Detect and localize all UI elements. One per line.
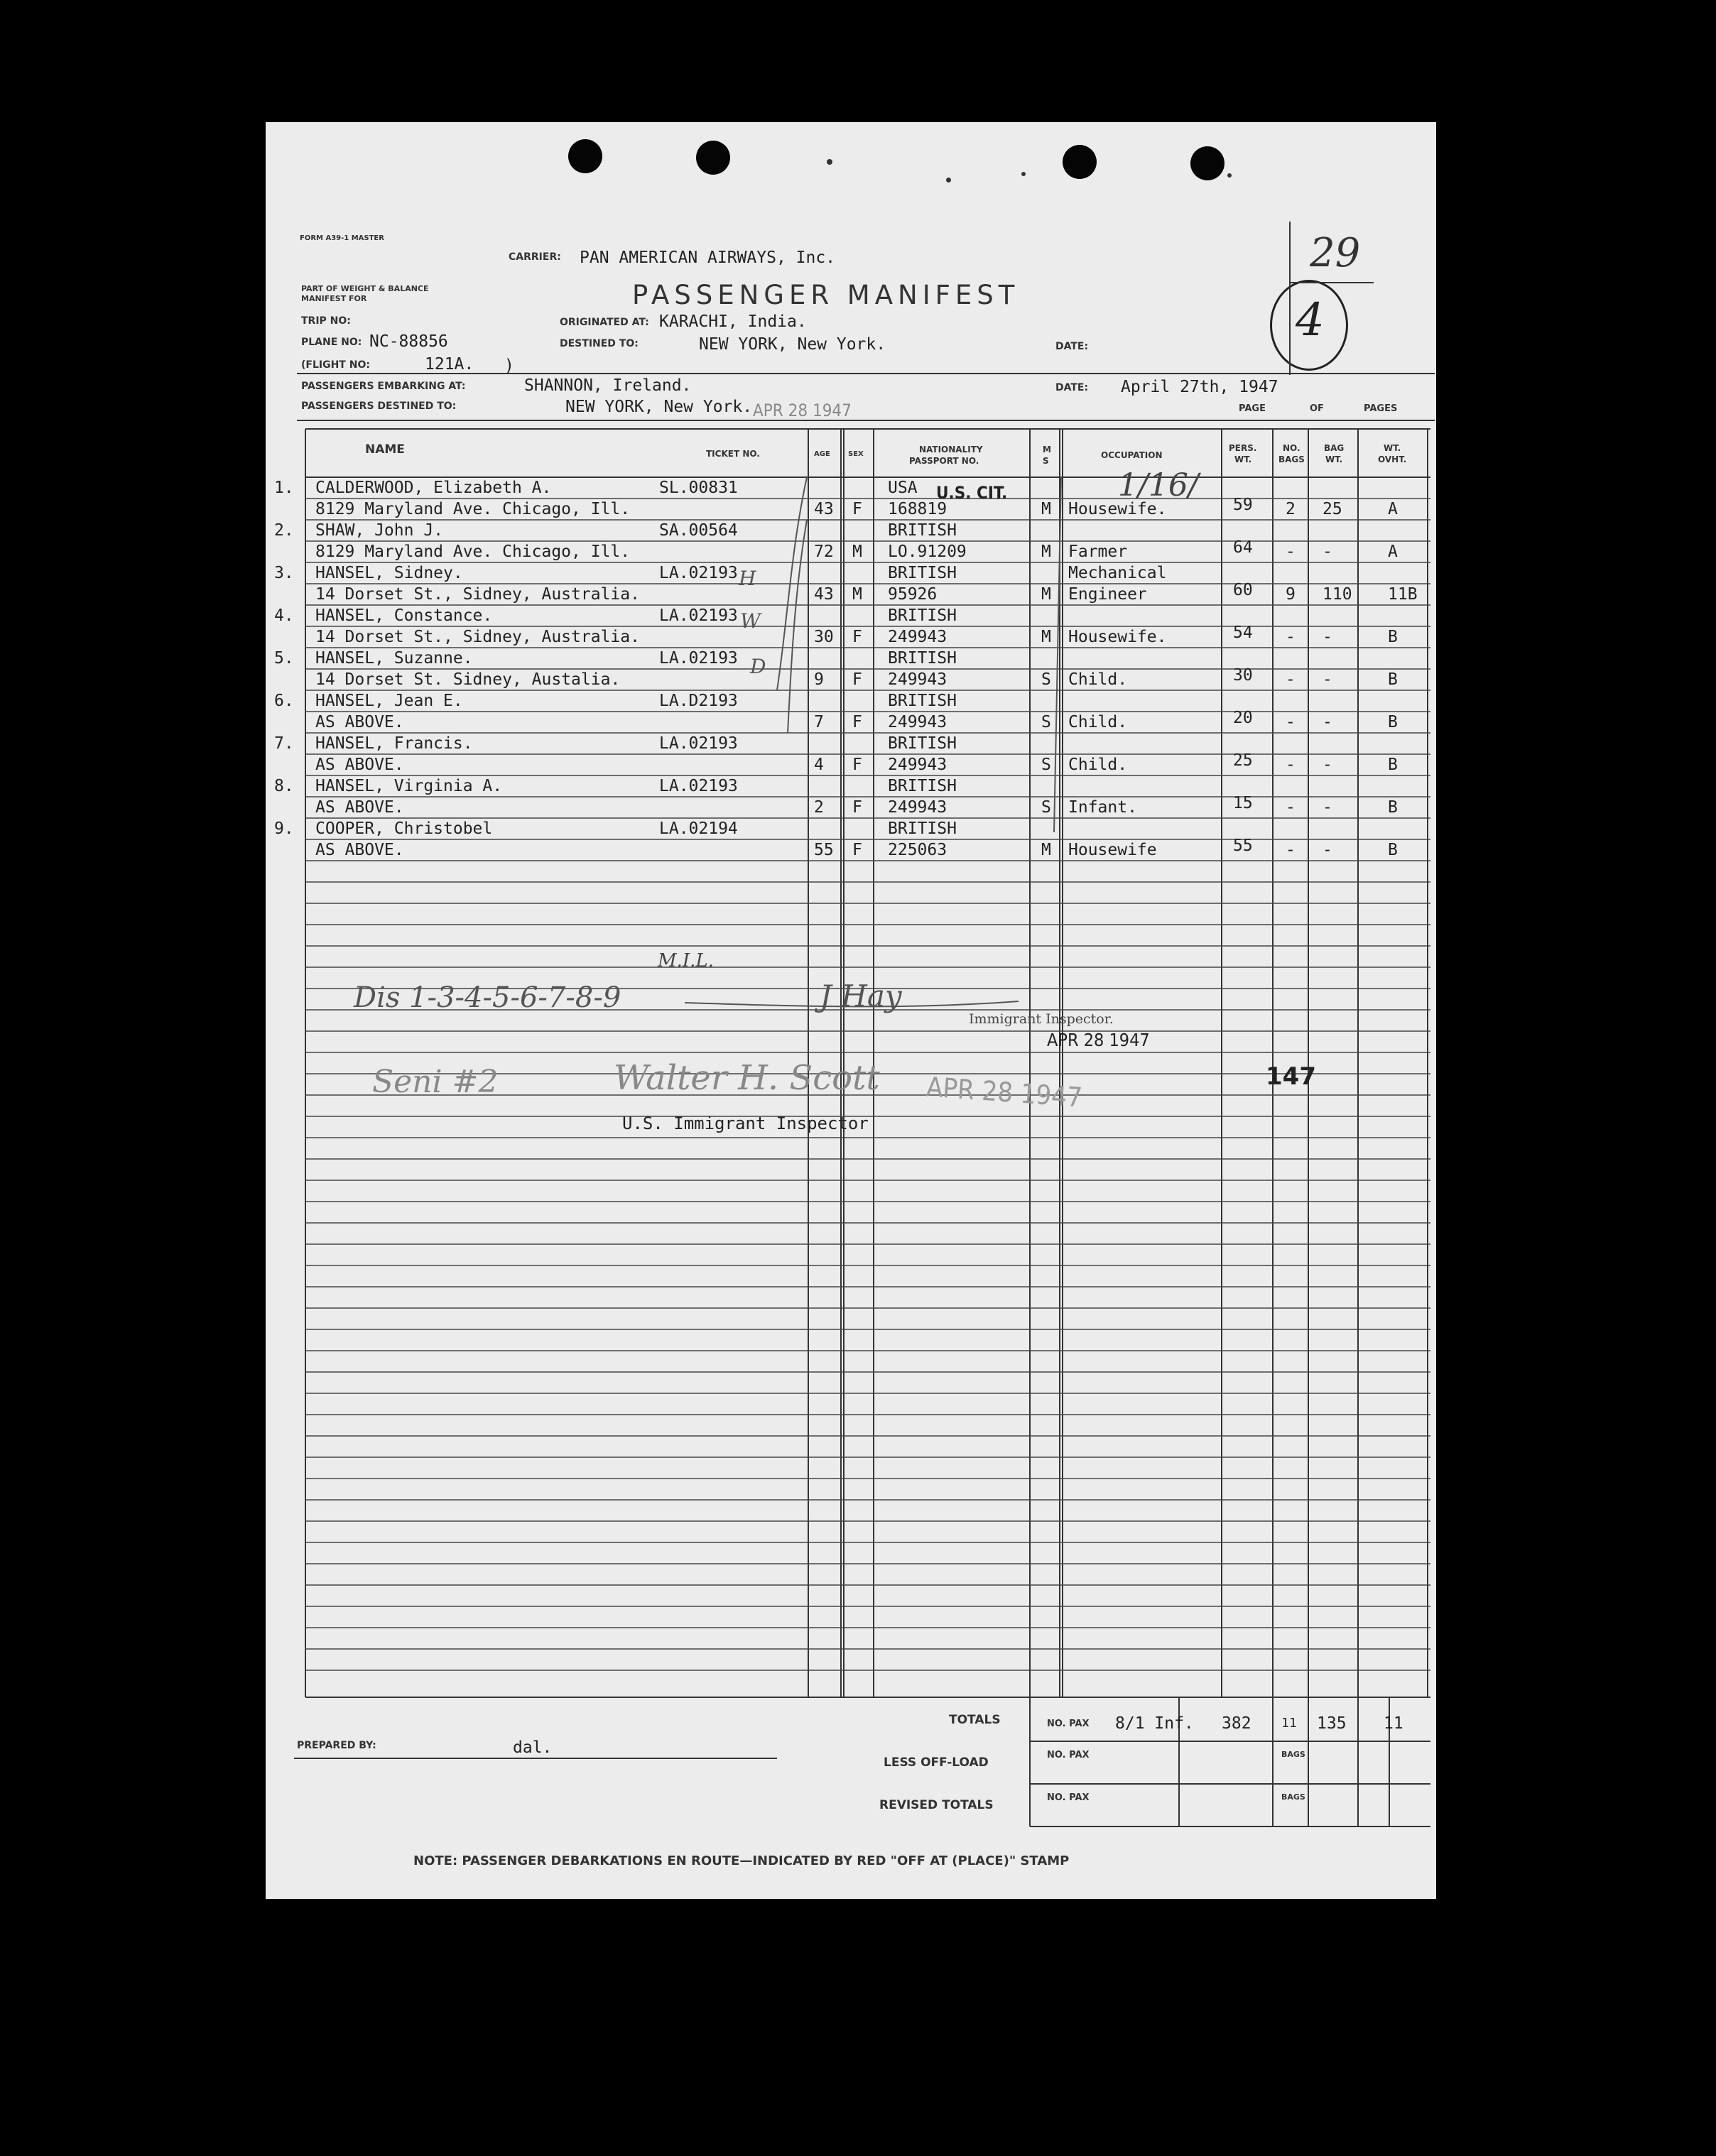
- passenger-age: 4: [814, 756, 824, 774]
- passenger-name: HANSEL, Constance.: [315, 606, 493, 625]
- col-ov-wt: WT.: [1384, 443, 1401, 453]
- prepared-by-value: dal.: [513, 1738, 553, 1757]
- passenger-bagwt: 110: [1323, 585, 1352, 604]
- passenger-wt: 25: [1233, 751, 1253, 770]
- col-pers: PERS.: [1229, 443, 1257, 453]
- passenger-occ2: Child.: [1068, 670, 1128, 689]
- signature-1: J Hay: [820, 979, 902, 1013]
- passenger-wt: 55: [1233, 837, 1253, 855]
- passenger-nat: BRITISH: [888, 564, 957, 582]
- passenger-no: 9.: [274, 820, 294, 838]
- carrier-value: PAN AMERICAN AIRWAYS, Inc.: [580, 249, 836, 267]
- passenger-no: 4.: [274, 606, 294, 625]
- passenger-name: HANSEL, Virginia A.: [315, 777, 503, 795]
- passenger-occ2: Child.: [1068, 756, 1128, 774]
- passenger-name: HANSEL, Sidney.: [315, 564, 463, 582]
- col-age: AGE: [814, 450, 830, 458]
- passenger-name: COOPER, Christobel: [315, 820, 493, 838]
- destined-value: NEW YORK, New York.: [699, 335, 886, 354]
- originated-label: ORIGINATED AT:: [560, 317, 649, 328]
- passenger-ov: B: [1388, 628, 1398, 646]
- passenger-nat: USA: [888, 479, 918, 497]
- passenger-wt: 20: [1233, 709, 1253, 727]
- passenger-occ2: Farmer: [1068, 543, 1128, 561]
- handwritten-discharge: Dis 1-3-4-5-6-7-8-9: [354, 981, 621, 1014]
- passenger-ticket: LA.02193: [659, 777, 738, 795]
- passenger-occ2: Child.: [1068, 713, 1128, 731]
- date2-value: April 27th, 1947: [1121, 378, 1278, 396]
- passenger-sex: F: [852, 500, 862, 518]
- passenger-bagwt: -: [1323, 543, 1332, 561]
- no-pax-label-1: NO. PAX: [1047, 1719, 1090, 1729]
- col-ms-m: M: [1043, 445, 1051, 454]
- passenger-no: 7.: [274, 734, 294, 753]
- passenger-address: 8129 Maryland Ave. Chicago, Ill.: [315, 500, 631, 518]
- passenger-age: 43: [814, 585, 834, 604]
- form-number: FORM A39-1 MASTER: [300, 234, 384, 242]
- col-ov-ovht: OVHT.: [1378, 454, 1407, 464]
- passenger-bagwt: -: [1323, 628, 1332, 646]
- flight-no-value: 121A.: [425, 355, 474, 374]
- col-bag-wt: WT.: [1325, 454, 1343, 464]
- col-sex: SEX: [848, 450, 864, 458]
- destined-label: DESTINED TO:: [560, 338, 639, 349]
- passenger-occ2: Housewife: [1068, 841, 1157, 859]
- mark-mll: M.I.L.: [658, 950, 714, 971]
- footer-note: NOTE: PASSENGER DEBARKATIONS EN ROUTE—INDICATED BY RED "OFF AT (PLACE)" STAMP: [413, 1853, 1070, 1868]
- stamp-2: APR 28 1947: [925, 1071, 1084, 1114]
- passenger-ms: S: [1041, 670, 1051, 689]
- passenger-address: AS ABOVE.: [315, 756, 404, 774]
- passenger-sex: F: [852, 670, 862, 689]
- col-pers-wt: WT.: [1234, 454, 1252, 464]
- passenger-ticket: LA.D2193: [659, 692, 738, 710]
- passenger-bagwt: -: [1323, 713, 1332, 731]
- mark-h: H: [739, 567, 756, 590]
- passenger-ms: S: [1041, 798, 1051, 817]
- passenger-sex: F: [852, 628, 862, 646]
- manifest-for-label: MANIFEST FOR: [301, 294, 367, 303]
- col-bags: BAGS: [1278, 454, 1305, 464]
- passenger-nat: BRITISH: [888, 820, 957, 838]
- passenger-occ2: Engineer: [1068, 585, 1147, 604]
- col-nationality: NATIONALITY: [919, 445, 983, 454]
- passenger-no: 3.: [274, 564, 294, 582]
- prepared-by-label: PREPARED BY:: [297, 1740, 376, 1751]
- passenger-address: 14 Dorset St. Sidney, Austalia.: [315, 670, 621, 689]
- passenger-age: 55: [814, 841, 834, 859]
- col-bags-no: NO.: [1283, 443, 1300, 453]
- passenger-ticket: LA.02193: [659, 564, 738, 582]
- passenger-address: 8129 Maryland Ave. Chicago, Ill.: [315, 543, 631, 561]
- embarking-label: PASSENGERS EMBARKING AT:: [301, 381, 466, 392]
- passenger-ov: B: [1388, 841, 1398, 859]
- passenger-passport: LO.91209: [888, 543, 967, 561]
- passenger-age: 7: [814, 713, 824, 731]
- passenger-ov: A: [1388, 500, 1398, 518]
- passenger-bags: 9: [1286, 585, 1296, 604]
- manifest-page: [266, 122, 1436, 1899]
- bags-label-2: BAGS: [1281, 1750, 1305, 1759]
- passenger-passport: 249943: [888, 798, 947, 817]
- passenger-bags: -: [1286, 670, 1296, 689]
- total-bag-weight: 135: [1317, 1714, 1347, 1733]
- date-label: DATE:: [1055, 341, 1089, 352]
- citizenship-date: 1/16/: [1118, 467, 1199, 503]
- passenger-no: 6.: [274, 692, 294, 710]
- passenger-no: 2.: [274, 521, 294, 540]
- flight-no-label: (FLIGHT NO:: [301, 359, 370, 371]
- part-of-label: PART OF WEIGHT & BALANCE: [301, 284, 429, 293]
- col-ticket: TICKET NO.: [706, 449, 760, 459]
- pax-destined-label: PASSENGERS DESTINED TO:: [301, 401, 457, 412]
- passenger-ov: B: [1388, 670, 1398, 689]
- passenger-age: 30: [814, 628, 834, 646]
- passenger-wt: 60: [1233, 581, 1253, 599]
- total-bags: 11: [1281, 1716, 1297, 1731]
- passenger-occ2: Housewife.: [1068, 628, 1167, 646]
- passenger-bagwt: 25: [1323, 500, 1342, 518]
- page-number-circle-value: 4: [1296, 294, 1325, 347]
- plane-no-value: NC-88856: [369, 332, 448, 351]
- mark-w: W: [740, 609, 761, 633]
- passenger-occ2: Housewife.: [1068, 500, 1167, 518]
- passenger-wt: 54: [1233, 624, 1253, 642]
- passenger-sex: F: [852, 756, 862, 774]
- passenger-occ1: Mechanical: [1068, 564, 1167, 582]
- passenger-bagwt: -: [1323, 670, 1332, 689]
- col-ms-s: S: [1043, 456, 1049, 466]
- passenger-bags: -: [1286, 841, 1296, 859]
- mark-d: D: [750, 655, 766, 678]
- passenger-address: 14 Dorset St., Sidney, Australia.: [315, 585, 640, 604]
- passenger-ms: S: [1041, 713, 1051, 731]
- passenger-bags: -: [1286, 543, 1296, 561]
- passenger-ov: B: [1388, 798, 1398, 817]
- passenger-ticket: SA.00564: [659, 521, 738, 540]
- passenger-bags: 2: [1286, 500, 1296, 518]
- revised-totals-label: REVISED TOTALS: [879, 1798, 994, 1812]
- passenger-ms: M: [1041, 543, 1051, 561]
- passenger-sex: F: [852, 798, 862, 817]
- passenger-name: CALDERWOOD, Elizabeth A.: [315, 479, 552, 497]
- us-immigrant-inspector: U.S. Immigrant Inspector: [622, 1114, 869, 1133]
- passenger-ticket: LA.02193: [659, 649, 738, 668]
- page-number-top: 29: [1310, 230, 1361, 276]
- passenger-ms: M: [1041, 841, 1051, 859]
- passenger-ticket: LA.02193: [659, 734, 738, 753]
- passenger-passport: 249943: [888, 713, 947, 731]
- passenger-sex: F: [852, 841, 862, 859]
- date2-label: DATE:: [1055, 382, 1089, 393]
- passenger-wt: 15: [1233, 794, 1253, 812]
- passenger-ms: S: [1041, 756, 1051, 774]
- embarking-value: SHANNON, Ireland.: [524, 376, 692, 395]
- page-label: PAGE: [1239, 403, 1266, 414]
- passenger-nat: BRITISH: [888, 692, 957, 710]
- passenger-occ2: Infant.: [1068, 798, 1137, 817]
- passenger-wt: 64: [1233, 538, 1253, 557]
- passenger-name: HANSEL, Jean E.: [315, 692, 463, 710]
- passenger-age: 9: [814, 670, 824, 689]
- passenger-ov: B: [1388, 713, 1398, 731]
- passenger-bags: -: [1286, 628, 1296, 646]
- handwritten-line-2: Seni #2: [372, 1064, 499, 1100]
- passenger-passport: 249943: [888, 670, 947, 689]
- passenger-ov: A: [1388, 543, 1398, 561]
- passenger-nat: BRITISH: [888, 777, 957, 795]
- passenger-ms: M: [1041, 628, 1051, 646]
- passenger-bagwt: -: [1323, 756, 1332, 774]
- passenger-no: 1.: [274, 479, 294, 497]
- no-pax-label-3: NO. PAX: [1047, 1792, 1090, 1803]
- passenger-bags: -: [1286, 798, 1296, 817]
- passenger-age: 2: [814, 798, 824, 817]
- originated-value: KARACHI, India.: [659, 312, 807, 331]
- passenger-nat: BRITISH: [888, 734, 957, 753]
- passenger-passport: 225063: [888, 841, 947, 859]
- total-overweight: 11: [1384, 1714, 1403, 1733]
- flight-close: ): [504, 356, 514, 375]
- col-passport: PASSPORT NO.: [909, 456, 979, 466]
- passenger-sex: M: [852, 543, 862, 561]
- passenger-ticket: SL.00831: [659, 479, 738, 497]
- passenger-nat: BRITISH: [888, 521, 957, 540]
- passenger-passport: 249943: [888, 756, 947, 774]
- passenger-passport: 95926: [888, 585, 938, 604]
- passenger-name: HANSEL, Francis.: [315, 734, 473, 753]
- passenger-no: 5.: [274, 649, 294, 668]
- passenger-address: AS ABOVE.: [315, 841, 404, 859]
- passenger-ms: M: [1041, 585, 1051, 604]
- passenger-bags: -: [1286, 756, 1296, 774]
- plane-no-label: PLANE NO:: [301, 337, 362, 348]
- carrier-label: CARRIER:: [509, 251, 561, 263]
- of-label: OF: [1310, 403, 1324, 414]
- passenger-address: AS ABOVE.: [315, 798, 404, 817]
- passenger-ov: B: [1388, 756, 1398, 774]
- passenger-wt: 59: [1233, 496, 1253, 514]
- col-occupation: OCCUPATION: [1101, 450, 1163, 460]
- passenger-name: SHAW, John J.: [315, 521, 444, 540]
- passenger-ms: M: [1041, 500, 1051, 518]
- passenger-wt: 30: [1233, 666, 1253, 685]
- immigrant-inspector-label: Immigrant Inspector.: [969, 1011, 1114, 1027]
- us-cit-stamp: U.S. CIT.: [936, 483, 1008, 503]
- passenger-nat: BRITISH: [888, 649, 957, 668]
- page-title: PASSENGER MANIFEST: [632, 280, 1020, 310]
- pax-destined-value: NEW YORK, New York.: [565, 398, 753, 416]
- passenger-sex: M: [852, 585, 862, 604]
- total-weight: 382: [1222, 1714, 1251, 1733]
- col-bag: BAG: [1324, 443, 1345, 453]
- passenger-bags: -: [1286, 713, 1296, 731]
- total-pax: 8/1 Inf.: [1115, 1714, 1194, 1733]
- totals-label: TOTALS: [949, 1713, 1001, 1727]
- trip-no-label: TRIP NO:: [301, 315, 351, 327]
- passenger-passport: 168819: [888, 500, 947, 518]
- pages-label: PAGES: [1364, 403, 1398, 414]
- bags-label-3: BAGS: [1281, 1792, 1305, 1802]
- passenger-no: 8.: [274, 777, 294, 795]
- passenger-address: 14 Dorset St., Sidney, Australia.: [315, 628, 640, 646]
- no-pax-label-2: NO. PAX: [1047, 1750, 1090, 1760]
- passenger-bagwt: -: [1323, 841, 1332, 859]
- stamp-1: APR 28 1947: [1047, 1030, 1150, 1050]
- passenger-age: 43: [814, 500, 834, 518]
- passenger-sex: F: [852, 713, 862, 731]
- less-offload-label: LESS OFF-LOAD: [884, 1755, 989, 1770]
- passenger-nat: BRITISH: [888, 606, 957, 625]
- passenger-ticket: LA.02193: [659, 606, 738, 625]
- passenger-age: 72: [814, 543, 834, 561]
- passenger-name: HANSEL, Suzanne.: [315, 649, 473, 668]
- signature-2: Walter H. Scott: [614, 1058, 880, 1098]
- passenger-ticket: LA.02194: [659, 820, 738, 838]
- passenger-passport: 249943: [888, 628, 947, 646]
- passenger-bagwt: -: [1323, 798, 1332, 817]
- passenger-address: AS ABOVE.: [315, 713, 404, 731]
- col-name: NAME: [365, 442, 405, 457]
- passenger-ov: 11B: [1388, 585, 1418, 604]
- total-147: 147: [1266, 1062, 1316, 1091]
- header-stamp: APR 28 1947: [753, 401, 852, 420]
